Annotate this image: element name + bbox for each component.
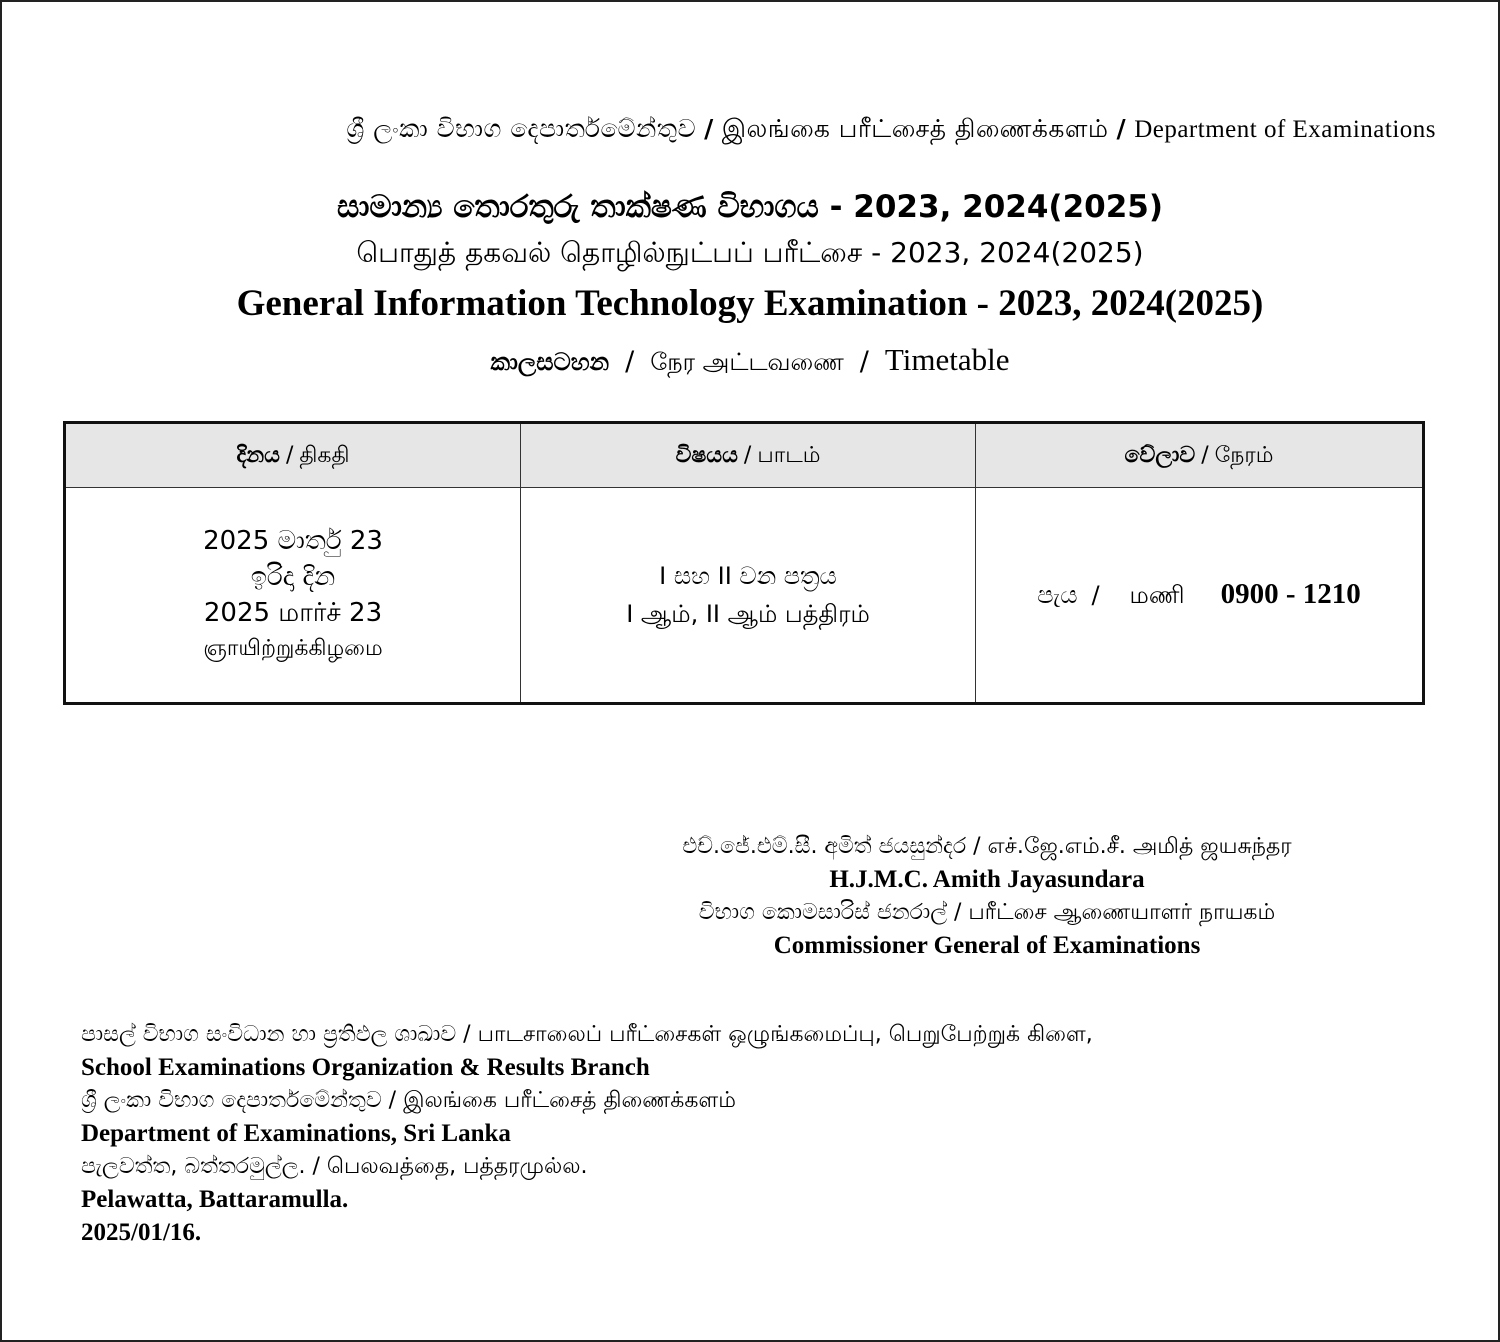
subject-cell xyxy=(521,488,976,704)
timetable-heading-english: Timetable xyxy=(884,342,1010,377)
table-row xyxy=(65,488,1424,704)
separator: / xyxy=(625,346,635,377)
timetable-table xyxy=(63,421,1425,705)
dept-local: ශ්‍රී ලංකා විභාග දෙපාර්තමේන්තුව / இலங்கை பரீட்சைத் திணைக்களம் xyxy=(81,1088,736,1113)
exam-title-english: General Information Technology Examination - 2023, 2024(2025) xyxy=(236,283,1264,324)
time-unit-tamil: மணி xyxy=(1129,581,1185,609)
date-cell xyxy=(65,488,521,704)
timetable-heading-tamil: நேர அட்டவணை xyxy=(650,348,844,376)
separator: / xyxy=(859,346,869,377)
subject-tamil: I ஆம், II ஆம் பத்திரம் xyxy=(626,600,870,628)
dept-name-tamil: இலங்கை பரீட்சைத் திணைக்களம் xyxy=(721,114,1109,143)
day-tamil: ஞாயிற்றுக்கிழமை xyxy=(203,636,383,661)
time-unit-sinhala: පැය xyxy=(1037,581,1078,609)
table-header-row xyxy=(65,423,1424,488)
signatory-name-english: H.J.M.C. Amith Jayasundara xyxy=(829,866,1145,893)
place-english: Pelawatta, Battaramulla. xyxy=(81,1186,349,1213)
signatory-title-english: Commissioner General of Examinations xyxy=(773,932,1201,959)
branch-local: පාසල් විභාග සංවිධාන හා ප්‍රතිඵල ශාඛාව / பாடசாலைப் பரீட்சைகள் ஒழுங்கமைப்பு, பெறுபேற்றுக் கிளை, xyxy=(81,1022,1093,1047)
day-sinhala: ඉරිදා දින xyxy=(250,562,336,592)
separator: / xyxy=(1091,581,1100,609)
separator: / xyxy=(1116,114,1127,143)
header-time: වේලාව / நேரம் xyxy=(976,423,1424,488)
address-block xyxy=(81,1018,1093,1249)
timetable-heading xyxy=(2,342,1498,379)
date-tamil: 2025 மார்ச் 23 xyxy=(203,598,383,628)
branch-english: School Examinations Organization & Results Branch xyxy=(81,1054,650,1081)
dept-name-sinhala: ශ්‍රී ලංකා විභාග දෙපාර්තමේන්තුව xyxy=(346,114,697,143)
exam-title-block xyxy=(2,184,1498,332)
exam-title-sinhala: සාමාන්‍ය තොරතුරු තාක්ෂණ විභාගය - 2023, 2024(2025) xyxy=(336,189,1164,225)
issue-date: 2025/01/16. xyxy=(81,1219,202,1246)
header-subject: විෂයය / பாடம் xyxy=(521,423,976,488)
dept-english: Department of Examinations, Sri Lanka xyxy=(81,1120,511,1147)
signature-block xyxy=(582,830,1392,962)
subject-sinhala: I සහ II වන පත්‍රය xyxy=(659,562,837,590)
signatory-name-local: එච්.ජේ.එම්.සී. අමිත් ජයසුන්දර / எச்.ஜே.எம்.சீ. அமித் ஜயசுந்தர xyxy=(682,834,1292,859)
time-value: 0900 - 1210 xyxy=(1220,578,1361,610)
dept-name-english: Department of Examinations xyxy=(1134,116,1436,143)
exam-title-tamil: பொதுத் தகவல் தொழில்நுட்பப் பரீட்சை - 2023, 2024(2025) xyxy=(356,236,1144,269)
header-date: දිනය / திகதி xyxy=(65,423,521,488)
time-cell xyxy=(976,488,1424,704)
place-local: පැලවත්ත, බත්තරමුල්ල. / பெலவத்தை, பத்தரமுல்ல. xyxy=(81,1154,588,1179)
department-header xyxy=(2,114,1436,147)
separator: / xyxy=(704,114,714,143)
signatory-title-local: විභාග කොමසාරිස් ජනරාල් / பரீட்சை ஆணையாளர் நாயகம் xyxy=(698,900,1276,925)
timetable-heading-sinhala: කාලසටහන xyxy=(490,348,610,376)
date-sinhala: 2025 මාර්තු 23 xyxy=(203,526,383,556)
